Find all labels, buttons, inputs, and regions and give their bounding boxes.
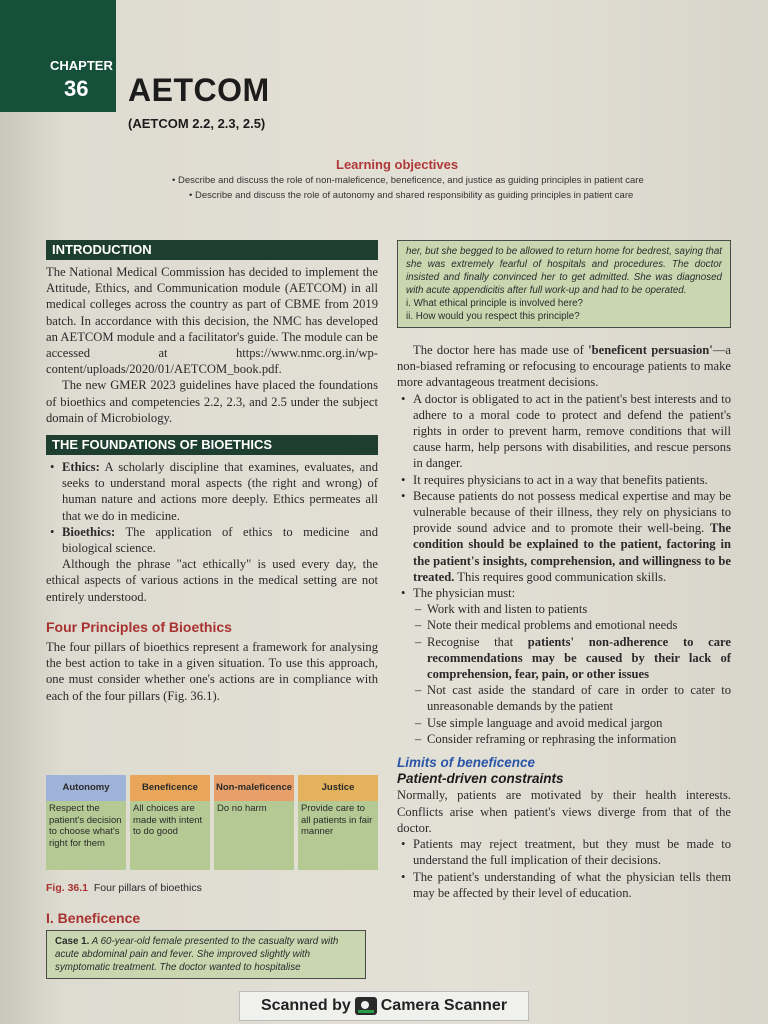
pillar-body: Respect the patient's decision to choose what's right for them bbox=[49, 803, 122, 849]
list-item: – Note their medical problems and emotional needs bbox=[427, 617, 731, 633]
text-run: Recognise that bbox=[427, 634, 528, 649]
chapter-title: AETCOM bbox=[128, 72, 270, 108]
constraints-paragraph: Normally, patients are motivated by their health interests. Conflicts arise when patient's views diverge from that of the doctor. bbox=[397, 788, 731, 835]
case-question-1: i. What ethical principle is involved here? bbox=[406, 298, 583, 309]
scanner-watermark bbox=[239, 991, 529, 1021]
physician-must-list bbox=[413, 601, 731, 747]
intro-paragraph-1: The National Medical Commission has decided to implement the Attitude, Ethics, and Communication module (AETCOM) in all medical colleges across the country as part of CBME from 2019 batch. In accordance with this decision, the NMC has developed an AETCOM module and a facilitator's guide. The module can be accessed at https://www.nmc.org.in/wp-content/uploads/2020/01/AETCOM_book.pdf. bbox=[46, 265, 378, 377]
bioethics-term: Bioethics: bbox=[62, 524, 116, 539]
bioethics-definition: The application of ethics to medicine and biological science. bbox=[62, 524, 378, 556]
chapter-label: CHAPTER bbox=[50, 58, 113, 73]
chapter-subtitle: (AETCOM 2.2, 2.3, 2.5) bbox=[128, 116, 266, 131]
watermark-prefix: Scanned by bbox=[260, 997, 351, 1014]
beneficence-list bbox=[397, 391, 731, 747]
list-item: • Patients may reject treatment, but they must be made to understand the full implication of their decisions. bbox=[413, 836, 731, 868]
physician-must-label: The physician must: bbox=[413, 586, 516, 601]
list-item bbox=[427, 634, 731, 683]
pillar-body: All choices are made with intent to do good bbox=[133, 803, 203, 837]
case-box-start bbox=[46, 930, 366, 979]
foundations-paragraph: Although the phrase "act ethically" is used every day, the ethical aspects of various actions in the medical setting are not entirely understood. bbox=[46, 557, 378, 604]
pillar-title: Non-maleficence bbox=[214, 775, 294, 801]
case-text: A 60-year-old female presented to the casualty ward with acute abdominal pain and fever. She improved slightly with symptomatic treatment. The doctor wanted to hospitalise bbox=[55, 936, 339, 973]
case-continued-text: her, but she begged to be allowed to return home for bedrest, saying that she was extremely fearful of hospitals and procedures. The doctor insisted and finally convinced her to get admitted. She was diagnosed with acute appendicitis after full work-up and had to be operated. bbox=[406, 246, 722, 296]
pillar-body: Provide care to all patients in fair manner bbox=[301, 803, 373, 837]
text-run: Because patients do not possess medical expertise and may be vulnerable because of their illness, they rely on physicians to provide sound advice and to promote their well-being. bbox=[413, 488, 731, 536]
figure-label: Fig. 36.1 bbox=[46, 882, 89, 894]
four-principles-heading: Four Principles of Bioethics bbox=[46, 618, 232, 635]
pillar-body: Do no harm bbox=[217, 803, 267, 814]
chapter-tab bbox=[0, 0, 116, 112]
list-item: – Work with and listen to patients bbox=[427, 601, 731, 617]
four-pillars-figure bbox=[46, 775, 378, 870]
text-run: This requires good communication skills. bbox=[454, 569, 667, 584]
term-beneficent-persuasion: 'beneficent persuasion' bbox=[588, 343, 713, 357]
chapter-number: 36 bbox=[64, 76, 89, 101]
list-item bbox=[413, 488, 731, 585]
right-column bbox=[397, 240, 731, 901]
ethics-definition: A scholarly discipline that examines, evaluates, and seeks to understand moral aspects (the right and wrong) of human nature and actions more deeply. Ethics permeates all that we do in medicine. bbox=[62, 460, 378, 523]
pillar-title: Beneficence bbox=[130, 775, 210, 801]
patient-constraints-heading: Patient-driven constraints bbox=[397, 771, 564, 787]
figure-caption-text: Four pillars of bioethics bbox=[93, 882, 202, 894]
case-label: Case 1. bbox=[55, 936, 90, 947]
list-item: – Not cast aside the standard of care in order to cater to unreasonable demands by the patient bbox=[427, 682, 731, 714]
list-item: – Consider reframing or rephrasing the information bbox=[427, 731, 731, 747]
intro-paragraph-2: The new GMER 2023 guidelines have placed the foundations of bioethics and competencies 2.2, 2.3, and 2.5 under the subject domain of Microbiology. bbox=[46, 378, 378, 425]
pillar-autonomy bbox=[46, 775, 126, 870]
objective-item: • Describe and discuss the role of non-maleficence, beneficence, and justice as guiding principles in patient care bbox=[172, 175, 644, 186]
ethics-term: Ethics: bbox=[62, 460, 100, 475]
learning-objectives-list bbox=[172, 175, 644, 205]
beneficent-persuasion-paragraph bbox=[397, 342, 731, 391]
foundations-heading: THE FOUNDATIONS OF BIOETHICS bbox=[46, 435, 378, 455]
beneficence-heading: I. Beneficence bbox=[46, 910, 141, 926]
list-item: • The patient's understanding of what the physician tells them may be affected by their level of education. bbox=[413, 869, 731, 901]
pillar-title: Justice bbox=[298, 775, 378, 801]
text-run: The doctor here has made use of bbox=[413, 343, 589, 357]
left-column bbox=[46, 240, 378, 704]
foundations-list bbox=[46, 459, 378, 556]
bioethics-item bbox=[62, 524, 378, 556]
camera-icon bbox=[355, 997, 377, 1015]
case-question-2: ii. How would you respect this principle? bbox=[406, 311, 580, 322]
case-box-continued bbox=[397, 240, 731, 328]
figure-caption bbox=[46, 882, 202, 894]
text-run-bold: The condition should be explained to the patient, factoring in the patient's insights, comprehension, and willingness to be treated. bbox=[413, 521, 731, 584]
text-run: —a non-biased reframing or refocusing to encourage patients to make more advantageous treatment decisions. bbox=[397, 343, 731, 390]
four-principles-paragraph: The four pillars of bioethics represent a framework for analysing the best action to take in a given situation. To use this approach, one must consider whether one's actions are in compliance with each of the four pillars (Fig. 36.1). bbox=[46, 640, 378, 703]
pillar-justice bbox=[298, 775, 378, 870]
objective-item: • Describe and discuss the role of autonomy and shared responsibility as guiding principles in patient care bbox=[189, 190, 644, 201]
limits-heading: Limits of beneficence bbox=[397, 755, 536, 771]
introduction-heading: INTRODUCTION bbox=[46, 240, 378, 260]
text-run-bold: patients' non-adherence to care recommendations may be caused by their lack of comprehension, fear, pain, or other issues bbox=[427, 634, 731, 682]
ethics-item bbox=[62, 459, 378, 524]
constraints-list bbox=[397, 836, 731, 901]
list-item: • A doctor is obligated to act in the patient's best interests and to adhere to a moral code to protect and defend the patient's rights in order to prevent harm, remove conditions that will cause harm, help persons with disabilities, and rescue persons in danger. bbox=[413, 391, 731, 472]
pillar-non-maleficence bbox=[214, 775, 294, 870]
pillar-beneficence bbox=[130, 775, 210, 870]
list-item: • It requires physicians to act in a way that benefits patients. bbox=[413, 472, 731, 488]
list-item: – Use simple language and avoid medical jargon bbox=[427, 715, 731, 731]
pillar-title: Autonomy bbox=[46, 775, 126, 801]
watermark-suffix: Camera Scanner bbox=[380, 997, 508, 1014]
learning-objectives-heading: Learning objectives bbox=[336, 157, 459, 172]
list-item bbox=[413, 585, 731, 747]
